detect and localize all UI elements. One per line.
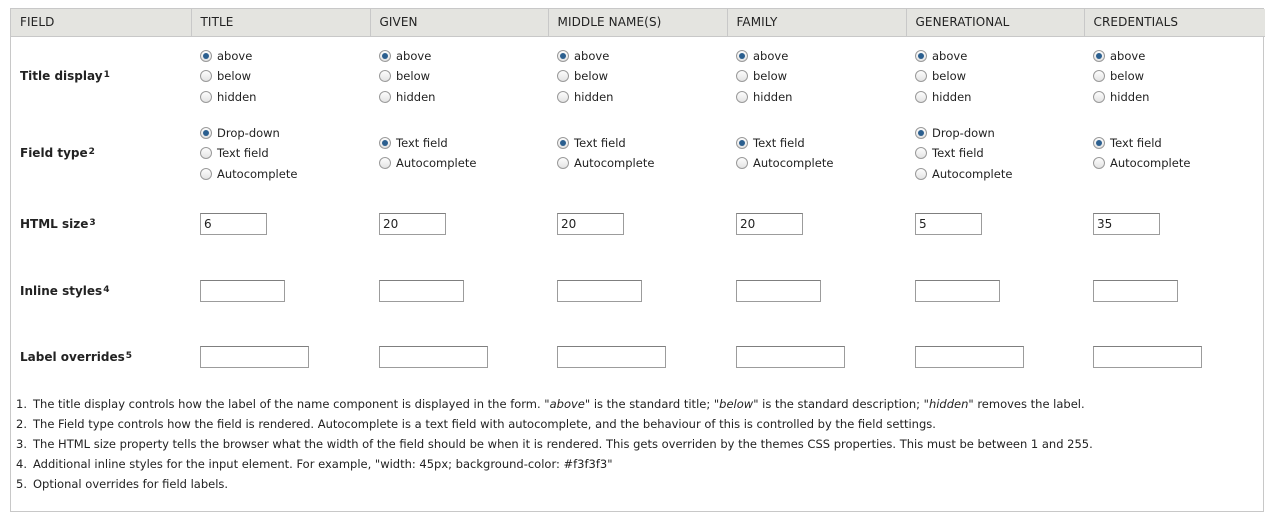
- cell-title: [191, 258, 370, 324]
- row-inline-styles: [11, 258, 1265, 324]
- footnote-item: [16, 454, 1093, 474]
- row-label-overrides: [11, 324, 1265, 389]
- footnote-text: [33, 394, 1085, 414]
- cell-given: [370, 190, 548, 258]
- field-type-option[interactable]: [200, 165, 361, 183]
- label-override-input[interactable]: [1093, 346, 1202, 368]
- inline-styles-input[interactable]: [915, 280, 1000, 302]
- radio-label: Drop-down: [932, 125, 995, 140]
- field-type-option[interactable]: [915, 144, 1075, 162]
- html-size-input[interactable]: [915, 213, 982, 235]
- radio-label: below: [574, 69, 609, 84]
- radio-label: Autocomplete: [1110, 156, 1191, 171]
- cell-given: [370, 258, 548, 324]
- row-label-label-overrides: [11, 324, 191, 389]
- radio-button[interactable]: [200, 147, 212, 159]
- radio-button[interactable]: [1093, 70, 1105, 82]
- radio-label: above: [932, 48, 968, 63]
- field-type-option[interactable]: [557, 134, 718, 152]
- cell-generational: [906, 190, 1084, 258]
- footnote-number: 2.: [16, 417, 27, 431]
- field-type-option[interactable]: [200, 124, 361, 142]
- footnote-number: 1.: [16, 397, 27, 411]
- cell-credentials: [1084, 36, 1265, 116]
- radio-button[interactable]: [557, 70, 569, 82]
- field-type-radio-group: [200, 124, 361, 183]
- title-display-radio-group: [557, 47, 718, 106]
- radio-button[interactable]: [379, 50, 391, 62]
- cell-credentials: [1084, 258, 1265, 324]
- radio-button[interactable]: [736, 50, 748, 62]
- radio-label: Autocomplete: [217, 166, 298, 181]
- header-credentials: CREDENTIALS: [1084, 9, 1265, 36]
- radio-label: Drop-down: [217, 125, 280, 140]
- footnote-ref: 2: [88, 147, 95, 157]
- footnote-text-part: The HTML size property tells the browser what the width of the field should be when it is rendered. This gets overriden by the themes CSS properties. This must be between 1 and 255.: [33, 437, 1093, 451]
- field-type-option[interactable]: [1093, 155, 1256, 173]
- cell-middle: [548, 36, 727, 116]
- title-display-option[interactable]: [736, 68, 897, 86]
- cell-family: [727, 116, 906, 190]
- radio-label: Text field: [1110, 135, 1162, 150]
- field-type-radio-group: [379, 134, 539, 172]
- row-label-html-size: [11, 190, 191, 258]
- row-html-size: [11, 190, 1265, 258]
- cell-family: [727, 258, 906, 324]
- title-display-option[interactable]: [379, 68, 539, 86]
- footnote-ref: 1: [103, 70, 110, 81]
- radio-button[interactable]: [557, 157, 569, 169]
- radio-button[interactable]: [557, 91, 569, 103]
- radio-label: hidden: [396, 89, 436, 104]
- footnote-item: [16, 394, 1093, 414]
- cell-generational: [906, 116, 1084, 190]
- radio-button[interactable]: [557, 137, 569, 149]
- row-label-text: Inline styles: [20, 284, 103, 298]
- footnote-text-part: Optional overrides for field labels.: [33, 477, 229, 491]
- row-title-display: [11, 36, 1265, 116]
- title-display-option[interactable]: [379, 47, 539, 65]
- footnote-text-part: " is the standard title; ": [584, 397, 720, 411]
- radio-label: Autocomplete: [574, 156, 655, 171]
- radio-button[interactable]: [915, 91, 927, 103]
- field-type-option[interactable]: [200, 144, 361, 162]
- footnote-number: 4.: [16, 457, 27, 471]
- inline-styles-input[interactable]: [557, 280, 642, 302]
- label-override-input[interactable]: [736, 346, 845, 368]
- radio-label: hidden: [217, 89, 257, 104]
- radio-label: below: [396, 69, 431, 84]
- radio-label: Text field: [396, 135, 448, 150]
- radio-button[interactable]: [736, 70, 748, 82]
- field-type-radio-group: [736, 134, 897, 172]
- row-label-text: Label overrides: [20, 349, 125, 364]
- html-size-input[interactable]: [200, 213, 267, 235]
- footnote-text: [33, 414, 936, 434]
- header-row: [11, 9, 1265, 36]
- footnote-text: [33, 454, 613, 474]
- row-label-inline-styles: [11, 258, 191, 324]
- html-size-input[interactable]: [736, 213, 803, 235]
- title-display-option[interactable]: [557, 88, 718, 106]
- row-field-type: [11, 116, 1265, 190]
- cell-generational: [906, 36, 1084, 116]
- row-label-field-type: [11, 116, 191, 190]
- radio-button[interactable]: [200, 50, 212, 62]
- radio-button[interactable]: [915, 147, 927, 159]
- radio-button[interactable]: [379, 70, 391, 82]
- field-type-radio-group: [915, 124, 1075, 183]
- cell-given: [370, 116, 548, 190]
- title-display-option[interactable]: [1093, 68, 1256, 86]
- field-type-radio-group: [557, 134, 718, 172]
- cell-middle: [548, 190, 727, 258]
- emphasis-text: below: [719, 397, 754, 411]
- radio-label: below: [753, 69, 788, 84]
- radio-button[interactable]: [200, 91, 212, 103]
- row-label-text: Title display: [20, 69, 103, 84]
- footnote-item: [16, 474, 1093, 494]
- inline-styles-input[interactable]: [1093, 280, 1178, 302]
- title-display-radio-group: [200, 47, 361, 106]
- cell-generational: [906, 324, 1084, 389]
- cell-given: [370, 324, 548, 389]
- title-display-option[interactable]: [1093, 47, 1256, 65]
- radio-button[interactable]: [379, 91, 391, 103]
- title-display-option[interactable]: [736, 47, 897, 65]
- label-override-input[interactable]: [379, 346, 488, 368]
- radio-button[interactable]: [915, 70, 927, 82]
- cell-title: [191, 324, 370, 389]
- radio-label: hidden: [932, 89, 972, 104]
- radio-label: below: [217, 69, 252, 84]
- radio-label: above: [217, 48, 253, 63]
- radio-button[interactable]: [736, 157, 748, 169]
- radio-label: Text field: [932, 146, 984, 160]
- footnote-number: 5.: [16, 477, 27, 491]
- footnote-text-part: The title display controls how the label of the name component is displayed in the form. ": [33, 397, 550, 411]
- radio-button[interactable]: [736, 137, 748, 149]
- title-display-option[interactable]: [557, 47, 718, 65]
- row-label-text: Field type: [20, 146, 88, 160]
- radio-button[interactable]: [915, 168, 927, 180]
- html-size-input[interactable]: [557, 213, 624, 235]
- radio-button[interactable]: [200, 70, 212, 82]
- footnote-item: [16, 434, 1093, 454]
- radio-button[interactable]: [915, 127, 927, 139]
- radio-label: Autocomplete: [396, 156, 477, 171]
- emphasis-text: above: [549, 397, 585, 411]
- html-size-input[interactable]: [1093, 213, 1160, 235]
- label-override-input[interactable]: [200, 346, 309, 368]
- row-label-title-display: [11, 36, 191, 116]
- cell-generational: [906, 258, 1084, 324]
- radio-button[interactable]: [1093, 157, 1105, 169]
- radio-button[interactable]: [1093, 91, 1105, 103]
- footnote-text-part: The Field type controls how the field is rendered. Autocomplete is a text field with autocomplete, and the behaviour of this is controlled by the field settings.: [33, 417, 936, 431]
- cell-title: [191, 36, 370, 116]
- radio-label: Text field: [574, 135, 626, 150]
- footnote-ref: 5: [125, 350, 133, 361]
- field-type-option[interactable]: [736, 134, 897, 152]
- field-type-option[interactable]: [915, 124, 1075, 142]
- cell-title: [191, 116, 370, 190]
- cell-title: [191, 190, 370, 258]
- radio-label: below: [932, 69, 967, 84]
- title-display-option[interactable]: [557, 68, 718, 86]
- radio-label: Text field: [753, 135, 805, 150]
- header-family: FAMILY: [727, 9, 906, 36]
- field-type-radio-group: [1093, 134, 1256, 172]
- title-display-option[interactable]: [915, 68, 1075, 86]
- title-display-option[interactable]: [200, 47, 361, 65]
- radio-label: hidden: [574, 89, 614, 104]
- radio-button[interactable]: [200, 127, 212, 139]
- inline-styles-input[interactable]: [200, 280, 285, 302]
- title-display-radio-group: [379, 47, 539, 106]
- header-generational: GENERATIONAL: [906, 9, 1084, 36]
- title-display-option[interactable]: [200, 68, 361, 86]
- radio-label: above: [1110, 48, 1146, 63]
- footnote-text: [33, 434, 1093, 454]
- settings-grid: [11, 9, 1265, 389]
- footnote-ref: 4: [103, 285, 110, 295]
- footnote-item: [16, 414, 1093, 434]
- radio-label: Text field: [217, 146, 269, 160]
- title-display-option[interactable]: [200, 88, 361, 106]
- field-type-option[interactable]: [379, 155, 539, 173]
- radio-button[interactable]: [1093, 137, 1105, 149]
- cell-credentials: [1084, 116, 1265, 190]
- radio-label: above: [574, 48, 610, 63]
- field-type-option[interactable]: [379, 134, 539, 152]
- cell-middle: [548, 258, 727, 324]
- field-type-option[interactable]: [557, 155, 718, 173]
- radio-button[interactable]: [736, 91, 748, 103]
- radio-label: below: [1110, 69, 1145, 84]
- row-label-text: HTML size: [20, 217, 89, 231]
- cell-family: [727, 324, 906, 389]
- html-size-input[interactable]: [379, 213, 446, 235]
- cell-credentials: [1084, 190, 1265, 258]
- footnote-text-part: " removes the label.: [968, 397, 1085, 411]
- title-display-radio-group: [1093, 47, 1256, 106]
- title-display-option[interactable]: [915, 88, 1075, 106]
- radio-button[interactable]: [379, 157, 391, 169]
- field-type-option[interactable]: [736, 155, 897, 173]
- radio-button[interactable]: [1093, 50, 1105, 62]
- radio-button[interactable]: [200, 168, 212, 180]
- header-middle: MIDDLE NAME(S): [548, 9, 727, 36]
- radio-label: above: [753, 48, 789, 63]
- title-display-option[interactable]: [915, 47, 1075, 65]
- radio-label: Autocomplete: [753, 156, 834, 171]
- title-display-option[interactable]: [736, 88, 897, 106]
- radio-label: hidden: [753, 89, 793, 104]
- cell-credentials: [1084, 324, 1265, 389]
- title-display-radio-group: [736, 47, 897, 106]
- radio-button[interactable]: [557, 50, 569, 62]
- emphasis-text: hidden: [928, 397, 969, 411]
- radio-label: Autocomplete: [932, 166, 1013, 181]
- field-type-option[interactable]: [1093, 134, 1256, 152]
- title-display-radio-group: [915, 47, 1075, 106]
- radio-label: above: [396, 48, 432, 63]
- radio-button[interactable]: [915, 50, 927, 62]
- header-given: GIVEN: [370, 9, 548, 36]
- label-override-input[interactable]: [557, 346, 666, 368]
- footnote-text: [33, 474, 228, 494]
- title-display-option[interactable]: [379, 88, 539, 106]
- footnote-text-part: " is the standard description; ": [753, 397, 929, 411]
- footnote-ref: 3: [89, 218, 96, 228]
- cell-family: [727, 36, 906, 116]
- field-type-option[interactable]: [915, 165, 1075, 183]
- cell-middle: [548, 324, 727, 389]
- cell-family: [727, 190, 906, 258]
- footnote-number: 3.: [16, 437, 27, 451]
- header-field: FIELD: [11, 9, 191, 36]
- header-title: TITLE: [191, 9, 370, 36]
- cell-given: [370, 36, 548, 116]
- cell-middle: [548, 116, 727, 190]
- radio-label: hidden: [1110, 89, 1150, 104]
- label-override-input[interactable]: [915, 346, 1024, 368]
- title-display-option[interactable]: [1093, 88, 1256, 106]
- radio-button[interactable]: [379, 137, 391, 149]
- inline-styles-input[interactable]: [379, 280, 464, 302]
- footnotes-list: [16, 394, 1093, 494]
- inline-styles-input[interactable]: [736, 280, 821, 302]
- footnote-text-part: Additional inline styles for the input element. For example, "width: 45px; background-color: #f3f3f3": [33, 457, 613, 471]
